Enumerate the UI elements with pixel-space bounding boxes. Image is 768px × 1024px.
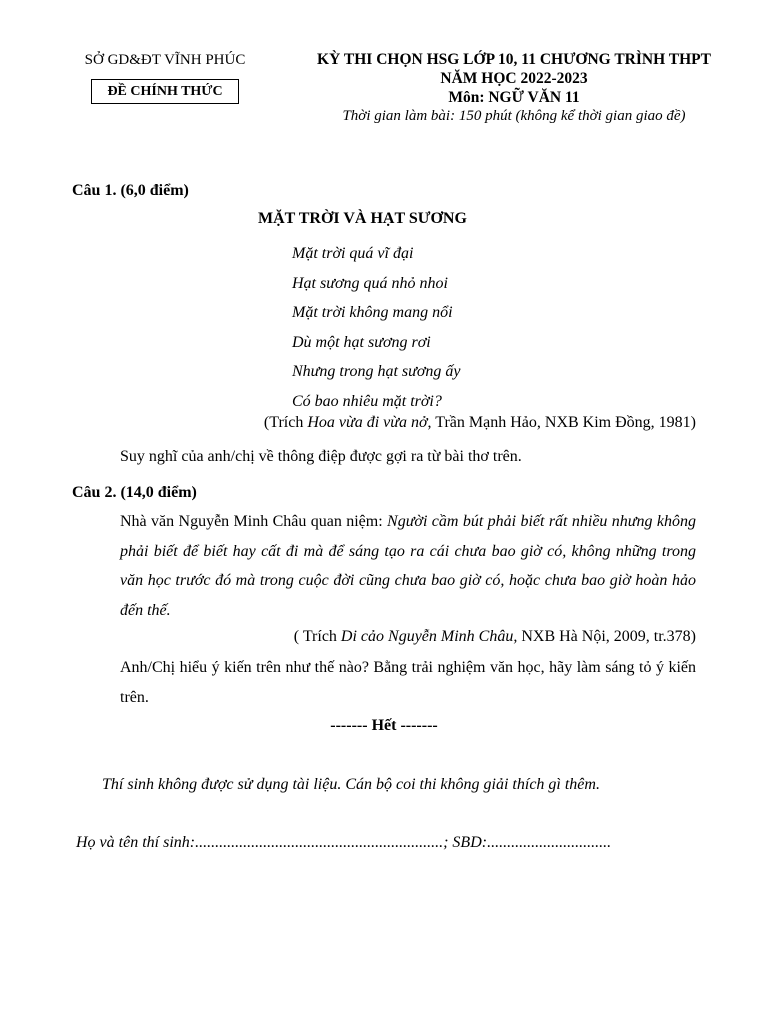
poem-line: Dù một hạt sương rơi [292,333,431,351]
quote-source: ( Trích Di cảo Nguyễn Minh Châu, NXB Hà Nội, 2009, tr.378) [293,628,696,645]
exam-title: KỲ THI CHỌN HSG LỚP 10, 11 CHƯƠNG TRÌNH THPT [317,51,711,68]
exam-header [300,50,728,126]
question-1-heading: Câu 1. (6,0 điểm) [72,182,189,199]
department-name: SỞ GD&ĐT VĨNH PHÚC [84,52,246,68]
question-2-heading: Câu 2. (14,0 điểm) [72,484,197,501]
time-limit: Thời gian làm bài: 150 phút (không kể thời gian giao đề) [342,108,686,124]
question-2-quote: Nhà văn Nguyễn Minh Châu quan niệm: Người cầm bút phải biết rất nhiều nhưng không phải biết để biết hay cất đi mà để sáng tạo ra cái chưa bao giờ có, không những trong văn học trước đó mà trong cuộc đời cũng chưa bao giờ có, hoặc chưa bao giờ hoàn hảo đến thế. [120,513,696,619]
question-2-prompt: Anh/Chị hiểu ý kiến trên như thế nào? Bằng trải nghiệm văn học, hãy làm sáng tỏ ý kiến trên. [120,659,696,706]
candidate-info-line: Họ và tên thí sinh:..............................................................; SBD:............................... [76,834,612,851]
poem-title: MẶT TRỜI VÀ HẠT SƯƠNG [258,210,467,227]
school-year: NĂM HỌC 2022-2023 [440,70,588,87]
question-1-prompt: Suy nghĩ của anh/chị về thông điệp được gợi ra từ bài thơ trên. [120,448,522,465]
poem-line: Mặt trời không mang nổi [292,304,453,322]
poem-line: Nhưng trong hạt sương ấy [292,363,461,381]
poem-line: Mặt trời quá vĩ đại [292,245,414,262]
poem-line: Hạt sương quá nhỏ nhoi [292,274,448,292]
official-exam-badge: ĐỀ CHÍNH THỨC [91,79,239,104]
poem [292,239,461,417]
poem-source: (Trích Hoa vừa đi vừa nở, Trần Mạnh Hảo, NXB Kim Đồng, 1981) [263,414,696,431]
poem-line: Có bao nhiêu mặt trời? [292,392,442,410]
subject: Môn: NGỮ VĂN 11 [448,89,580,106]
end-mark: ------- Hết ------- [330,717,438,734]
exam-note: Thí sinh không được sử dụng tài liệu. Cán bộ coi thi không giải thích gì thêm. [102,776,600,793]
